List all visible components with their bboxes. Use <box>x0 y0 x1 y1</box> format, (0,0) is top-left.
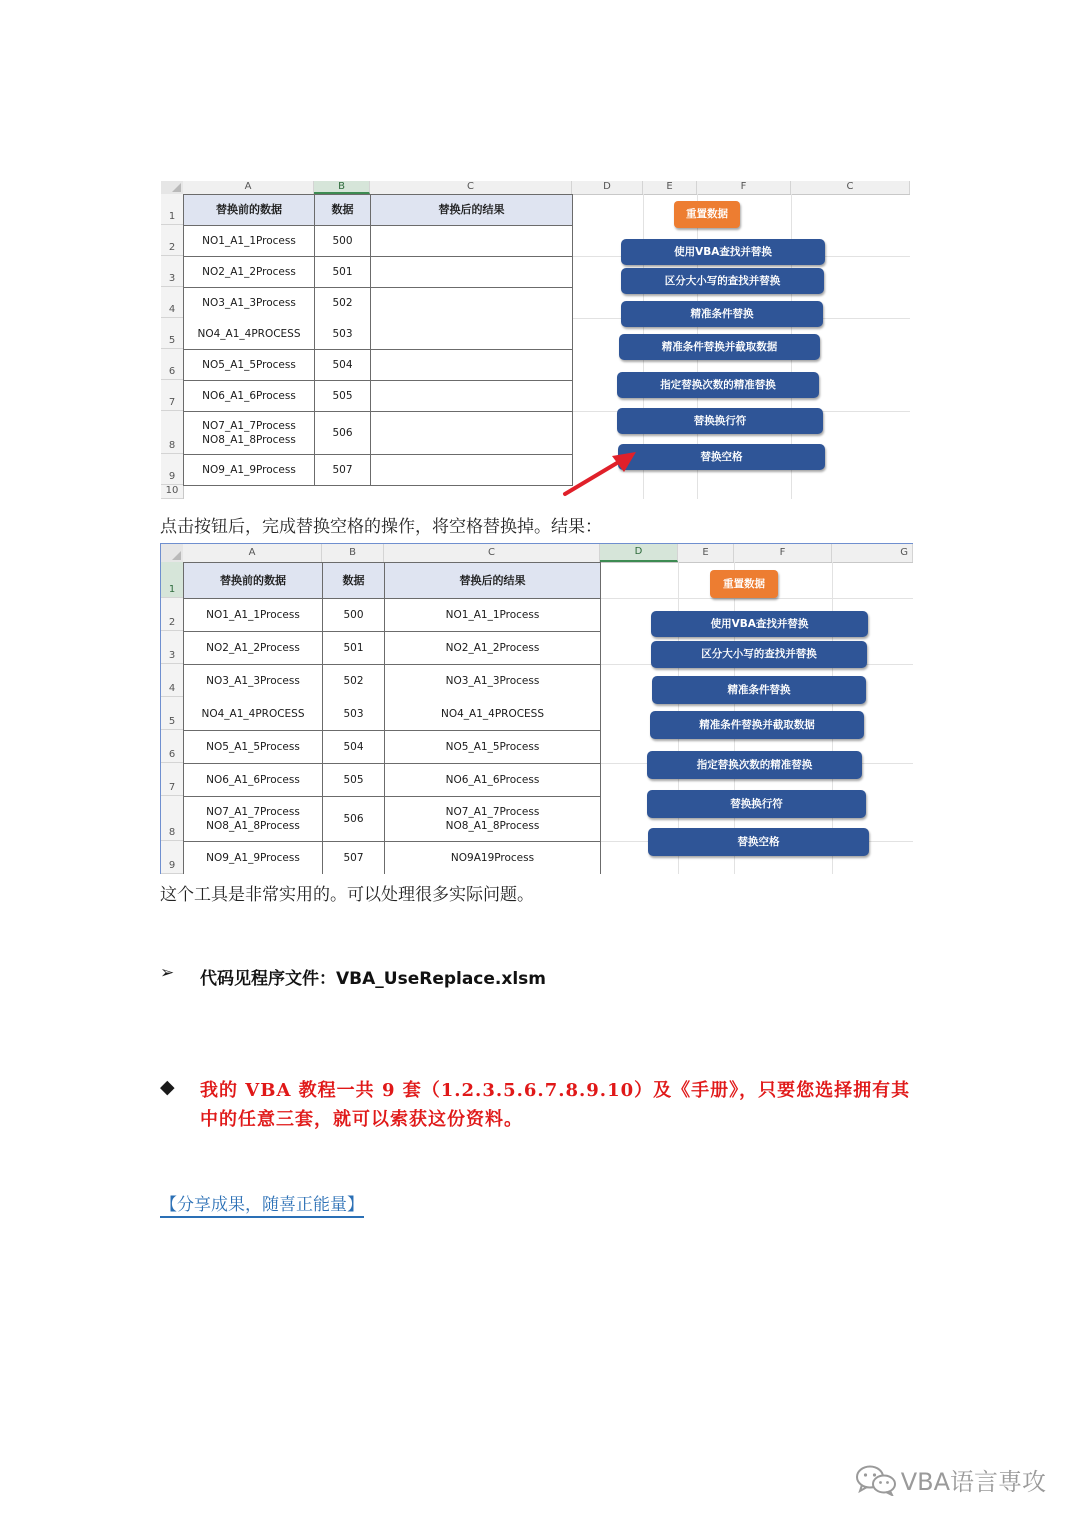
result-table <box>183 562 601 874</box>
cell[interactable]: 502 <box>315 288 371 319</box>
cell[interactable]: 507 <box>323 842 385 875</box>
cell[interactable]: NO2_A1_2Process <box>184 257 315 288</box>
select-all-corner[interactable] <box>161 181 184 195</box>
select-all-corner[interactable] <box>161 544 184 563</box>
column-header[interactable]: D <box>572 181 643 194</box>
cell[interactable]: 504 <box>315 350 371 381</box>
cell[interactable]: 506 <box>315 412 371 455</box>
exact-condition-replace-button[interactable]: 精准条件替换 <box>621 301 823 327</box>
red-arrow-icon <box>560 448 640 500</box>
column-header[interactable]: C <box>791 181 910 194</box>
row-header[interactable]: 4 <box>161 287 183 318</box>
row-header[interactable]: 4 <box>161 664 183 697</box>
replace-space-button[interactable]: 替换空格 <box>648 828 869 856</box>
table-row <box>184 599 601 632</box>
cell[interactable]: NO9_A1_9Process <box>184 455 315 486</box>
header-cell[interactable]: 替换前的数据 <box>184 195 315 226</box>
column-header[interactable]: C <box>384 544 600 562</box>
table-row <box>184 381 573 412</box>
cell[interactable]: NO5_A1_5Process <box>184 731 323 764</box>
cell[interactable]: 505 <box>323 764 385 797</box>
cell[interactable]: NO4_A1_4PROCESS <box>184 319 315 350</box>
cell[interactable]: NO9_A1_9Process <box>184 842 323 875</box>
row-header[interactable]: 8 <box>161 411 183 454</box>
cell[interactable]: NO1_A1_1Process <box>184 599 323 632</box>
row-header[interactable]: 6 <box>161 730 183 763</box>
reset-data-button[interactable]: 重置数据 <box>674 201 740 228</box>
replace-newline-button[interactable]: 替换换行符 <box>647 790 866 818</box>
table-row <box>184 797 601 842</box>
row-header[interactable]: 3 <box>161 631 183 664</box>
table-row <box>184 665 601 698</box>
table-row <box>184 632 601 665</box>
row-header[interactable]: 10 <box>161 485 183 499</box>
cell[interactable]: 501 <box>315 257 371 288</box>
cell[interactable]: 505 <box>315 381 371 412</box>
row-header[interactable]: 8 <box>161 796 183 841</box>
table-row <box>184 698 601 731</box>
exact-replace-extract-button[interactable]: 精准条件替换并截取数据 <box>619 334 820 360</box>
cell[interactable]: 502 <box>323 665 385 698</box>
row-header[interactable]: 2 <box>161 225 183 256</box>
result-intro-text: 点击按钮后，完成替换空格的操作，将空格替换掉。结果： <box>160 517 602 537</box>
cell[interactable] <box>371 226 573 257</box>
cell[interactable]: NO7_A1_7Process NO8_A1_8Process <box>184 412 315 455</box>
diamond-bullet-icon: ◆ <box>160 1076 175 1098</box>
cell[interactable]: NO4_A1_4PROCESS <box>184 698 323 731</box>
cell[interactable] <box>371 257 573 288</box>
table-row <box>184 455 573 486</box>
row-header[interactable]: 5 <box>161 697 183 730</box>
column-header[interactable]: E <box>643 181 697 194</box>
exact-replace-extract-button[interactable]: 精准条件替换并截取数据 <box>650 711 864 739</box>
cell[interactable]: 503 <box>323 698 385 731</box>
cell[interactable]: NO5_A1_5Process <box>184 350 315 381</box>
cell[interactable] <box>371 455 573 486</box>
table-row <box>184 412 573 455</box>
conclusion-text: 这个工具是非常实用的。可以处理很多实际问题。 <box>160 885 534 905</box>
cell[interactable] <box>371 381 573 412</box>
vba-find-replace-button[interactable]: 使用VBA查找并替换 <box>651 611 868 637</box>
row-header[interactable]: 5 <box>161 318 183 349</box>
cell[interactable]: NO1_A1_1Process <box>385 599 601 632</box>
table-row <box>184 764 601 797</box>
cell[interactable]: 504 <box>323 731 385 764</box>
row-header[interactable]: 9 <box>161 841 183 874</box>
table-row <box>184 257 573 288</box>
vba-find-replace-button[interactable]: 使用VBA查找并替换 <box>621 239 825 265</box>
cell[interactable]: NO6_A1_6Process <box>385 764 601 797</box>
code-file-note: 代码见程序文件：VBA_UseReplace.xlsm <box>200 969 547 989</box>
cell[interactable]: NO7_A1_7Process NO8_A1_8Process <box>385 797 601 842</box>
cell[interactable]: NO1_A1_1Process <box>184 226 315 257</box>
row-header[interactable]: 6 <box>161 349 183 380</box>
column-header-bar <box>183 544 913 563</box>
row-header[interactable]: 9 <box>161 454 183 485</box>
column-header[interactable]: C <box>370 181 572 194</box>
table-row <box>184 226 573 257</box>
tutorial-promo-text: 我的 VBA 教程一共 9 套（1.2.3.5.6.7.8.9.10）及《手册》，只要您选择拥有其中的任意三套，就可以索获这份资料。 <box>200 1080 911 1130</box>
cell[interactable] <box>371 350 573 381</box>
cell[interactable]: NO4_A1_4PROCESS <box>385 698 601 731</box>
row-header[interactable]: 1 <box>161 562 183 598</box>
cell[interactable]: NO6_A1_6Process <box>184 764 323 797</box>
header-cell[interactable]: 数据 <box>315 195 371 226</box>
header-cell[interactable]: 数据 <box>323 563 385 599</box>
row-header[interactable]: 7 <box>161 763 183 796</box>
replace-count-button[interactable]: 指定替换次数的精准替换 <box>617 372 819 398</box>
cell[interactable]: NO3_A1_3Process <box>385 665 601 698</box>
column-header[interactable]: B <box>322 544 384 562</box>
column-header[interactable]: F <box>697 181 791 194</box>
column-header[interactable]: F <box>734 544 832 562</box>
reset-data-button[interactable]: 重置数据 <box>710 570 778 598</box>
column-header-bar <box>183 181 910 195</box>
cell[interactable]: NO9A19Process <box>385 842 601 875</box>
spreadsheet-before <box>161 181 910 499</box>
data-table <box>183 194 573 486</box>
share-link[interactable]: 【分享成果，随喜正能量】 <box>160 1190 364 1218</box>
case-sensitive-replace-button[interactable]: 区分大小写的查找并替换 <box>651 641 867 668</box>
table-row <box>184 731 601 764</box>
cell[interactable] <box>371 412 573 455</box>
column-header[interactable]: E <box>678 544 734 562</box>
replace-newline-button[interactable]: 替换换行符 <box>617 408 823 434</box>
row-header[interactable]: 2 <box>161 598 183 631</box>
replace-count-button[interactable]: 指定替换次数的精准替换 <box>647 751 862 779</box>
row-header-bar <box>161 562 184 874</box>
replace-space-button[interactable]: 替换空格 <box>618 444 825 470</box>
cell[interactable]: NO2_A1_2Process <box>184 632 323 665</box>
header-cell[interactable]: 替换后的结果 <box>385 563 601 599</box>
wechat-icon <box>855 1464 897 1496</box>
row-header-bar <box>161 194 184 499</box>
table-row <box>184 350 573 381</box>
header-cell[interactable]: 替换前的数据 <box>184 563 323 599</box>
row-header[interactable]: 1 <box>161 194 183 225</box>
cell[interactable]: NO3_A1_3Process <box>184 288 315 319</box>
cell[interactable] <box>371 288 573 350</box>
cell[interactable]: NO5_A1_5Process <box>385 731 601 764</box>
exact-condition-replace-button[interactable]: 精准条件替换 <box>652 676 866 704</box>
cell[interactable]: 506 <box>323 797 385 842</box>
cell[interactable]: 500 <box>323 599 385 632</box>
spreadsheet-after <box>160 543 913 874</box>
cell[interactable]: NO3_A1_3Process <box>184 665 323 698</box>
table-row <box>184 288 573 319</box>
cell[interactable]: NO7_A1_7Process NO8_A1_8Process <box>184 797 323 842</box>
cell[interactable]: 501 <box>323 632 385 665</box>
case-sensitive-replace-button[interactable]: 区分大小写的查找并替换 <box>621 268 824 294</box>
row-header[interactable]: 3 <box>161 256 183 287</box>
column-header[interactable]: G <box>832 544 913 562</box>
column-header[interactable]: A <box>183 544 322 562</box>
cell[interactable]: NO2_A1_2Process <box>385 632 601 665</box>
arrow-bullet-icon: ➢ <box>160 963 175 983</box>
cell[interactable]: 507 <box>315 455 371 486</box>
cell[interactable]: 500 <box>315 226 371 257</box>
cell[interactable]: 503 <box>315 319 371 350</box>
column-header[interactable]: A <box>183 181 314 194</box>
column-header[interactable]: B <box>314 181 370 194</box>
cell[interactable]: NO6_A1_6Process <box>184 381 315 412</box>
row-header[interactable]: 7 <box>161 380 183 411</box>
watermark: VBA语言専攻 <box>855 1462 1046 1497</box>
header-cell[interactable]: 替换后的结果 <box>371 195 573 226</box>
column-header[interactable]: D <box>600 544 678 562</box>
table-row <box>184 842 601 875</box>
